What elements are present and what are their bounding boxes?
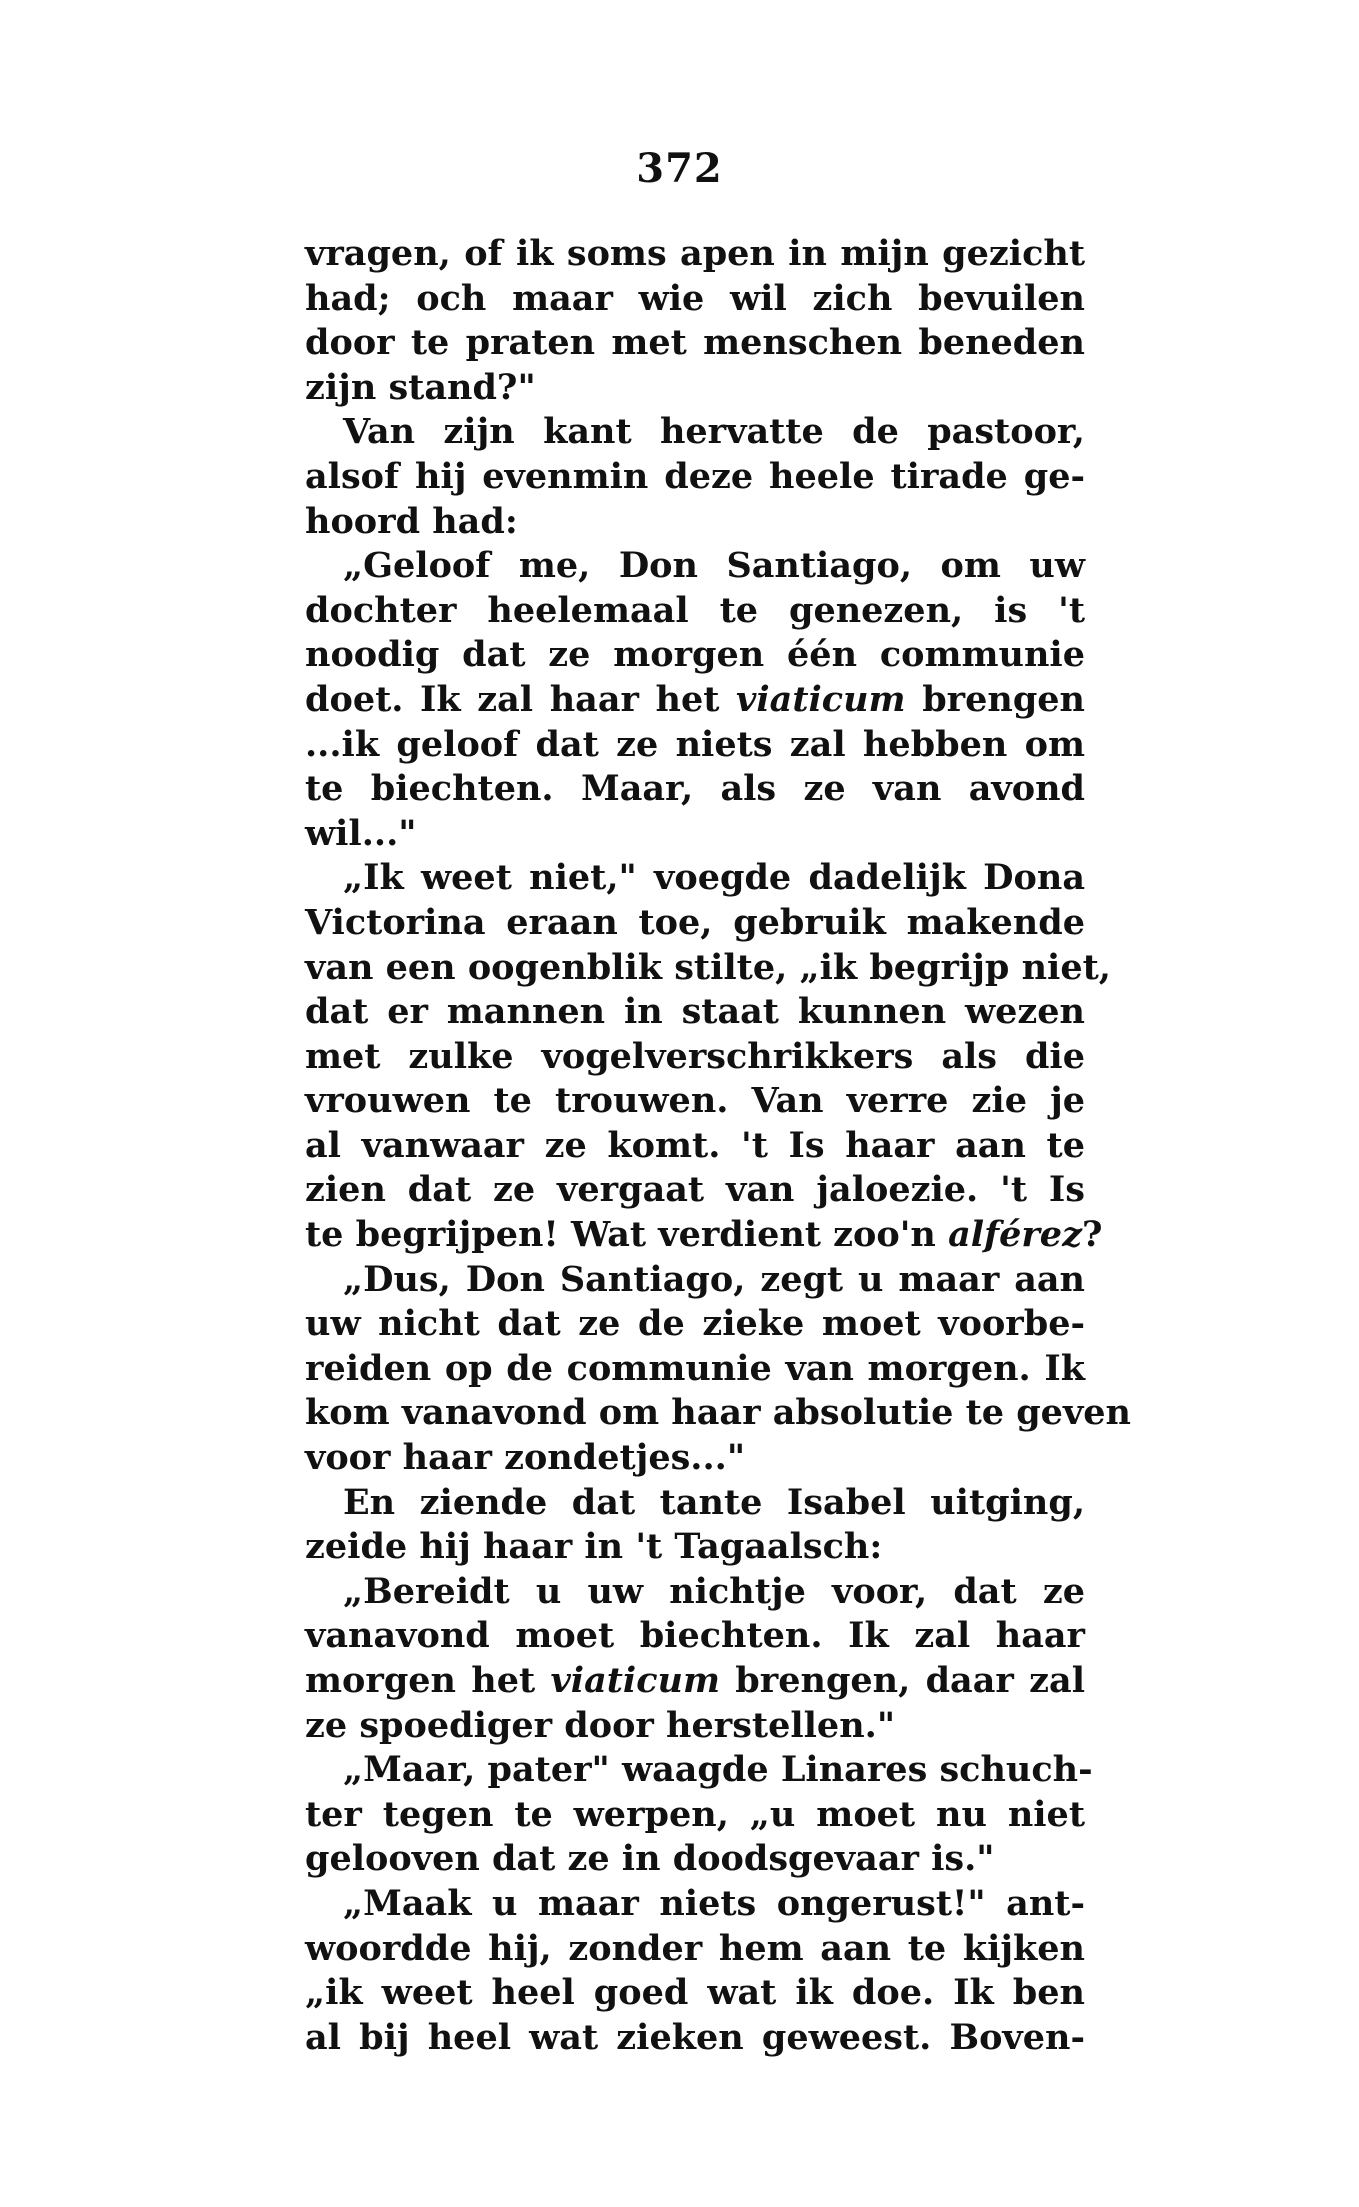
text-line: wil..." [305,812,417,854]
text-line: gelooven dat ze in doodsgevaar is." [305,1838,995,1880]
text-line: uw nicht dat ze de zieke moet voorbe- [305,1303,1085,1345]
text-line: dat er mannen in staat kunnen wezen [305,991,1085,1033]
text-line: ze spoediger door herstellen." [305,1704,896,1746]
text-line: Victorina eraan toe, gebruik makende [305,901,1085,943]
text-line: morgen het viaticum brengen, daar zal [305,1660,1085,1701]
text-line: ter tegen te werpen, „u moet nu niet [305,1793,1085,1835]
text-line: „Maak u maar niets ongerust!" ant- [343,1882,1085,1924]
text-line: doet. Ik zal haar het viaticum brengen [305,678,1086,720]
text-line: voor haar zondetjes..." [305,1437,746,1479]
text-line: „Geloof me, Don Santiago, om uw [343,545,1085,587]
text-line: met zulke vogelverschrikkers als die [305,1035,1085,1077]
text-line: ...ik geloof dat ze niets zal hebben om [305,723,1085,765]
text-line: „Dus, Don Santiago, zegt u maar aan [343,1258,1085,1300]
text-line: „ik weet heel goed wat ik doe. Ik ben [305,1972,1085,2014]
text-line: Van zijn kant hervatte de pastoor, [343,411,1085,453]
text-line: al vanwaar ze komt. 't Is haar aan te [305,1124,1085,1166]
text-line: noodig dat ze morgen één communie [305,634,1085,676]
text-line: „Maar, pater" waagde Linares schuch- [343,1749,1093,1791]
text-line: zeide hij haar in 't Tagaalsch: [305,1526,883,1568]
text-line: van een oogenblik stilte, „ik begrijp niet, [305,946,1111,988]
text-line: te begrijpen! Wat verdient zoo'n alférez? [305,1214,1103,1256]
text-line: vragen, of ik soms apen in mijn gezicht [305,233,1085,274]
text-line: te biechten. Maar, als ze van avond [305,768,1085,810]
text-line: woordde hij, zonder hem aan te kijken [305,1927,1085,1969]
text-line: al bij heel wat zieken geweest. Boven- [305,2016,1085,2058]
text-line: vanavond moet biechten. Ik zal haar [305,1615,1085,1657]
text-line: dochter heelemaal te genezen, is 't [305,589,1085,631]
text-line: kom vanavond om haar absolutie te geven [305,1392,1132,1434]
text-line: zijn stand?" [305,366,536,408]
text-line: vrouwen te trouwen. Van verre zie je [305,1080,1085,1122]
text-line: hoord had: [305,500,518,542]
text-line: alsof hij evenmin deze heele tirade ge- [305,455,1085,497]
text-line: „Ik weet niet," voegde dadelijk Dona [343,857,1085,899]
text-line: door te praten met menschen beneden [305,322,1085,364]
page-number: 372 [636,145,723,192]
text-line: „Bereidt u uw nichtje voor, dat ze [343,1570,1085,1612]
text-line: had; och maar wie wil zich bevuilen [305,277,1085,319]
text-line: reiden op de communie van morgen. Ik [305,1347,1085,1389]
text-line: En ziende dat tante Isabel uitging, [343,1481,1085,1523]
body-text [305,232,1132,2060]
text-line: zien dat ze vergaat van jaloezie. 't Is [305,1169,1085,1211]
